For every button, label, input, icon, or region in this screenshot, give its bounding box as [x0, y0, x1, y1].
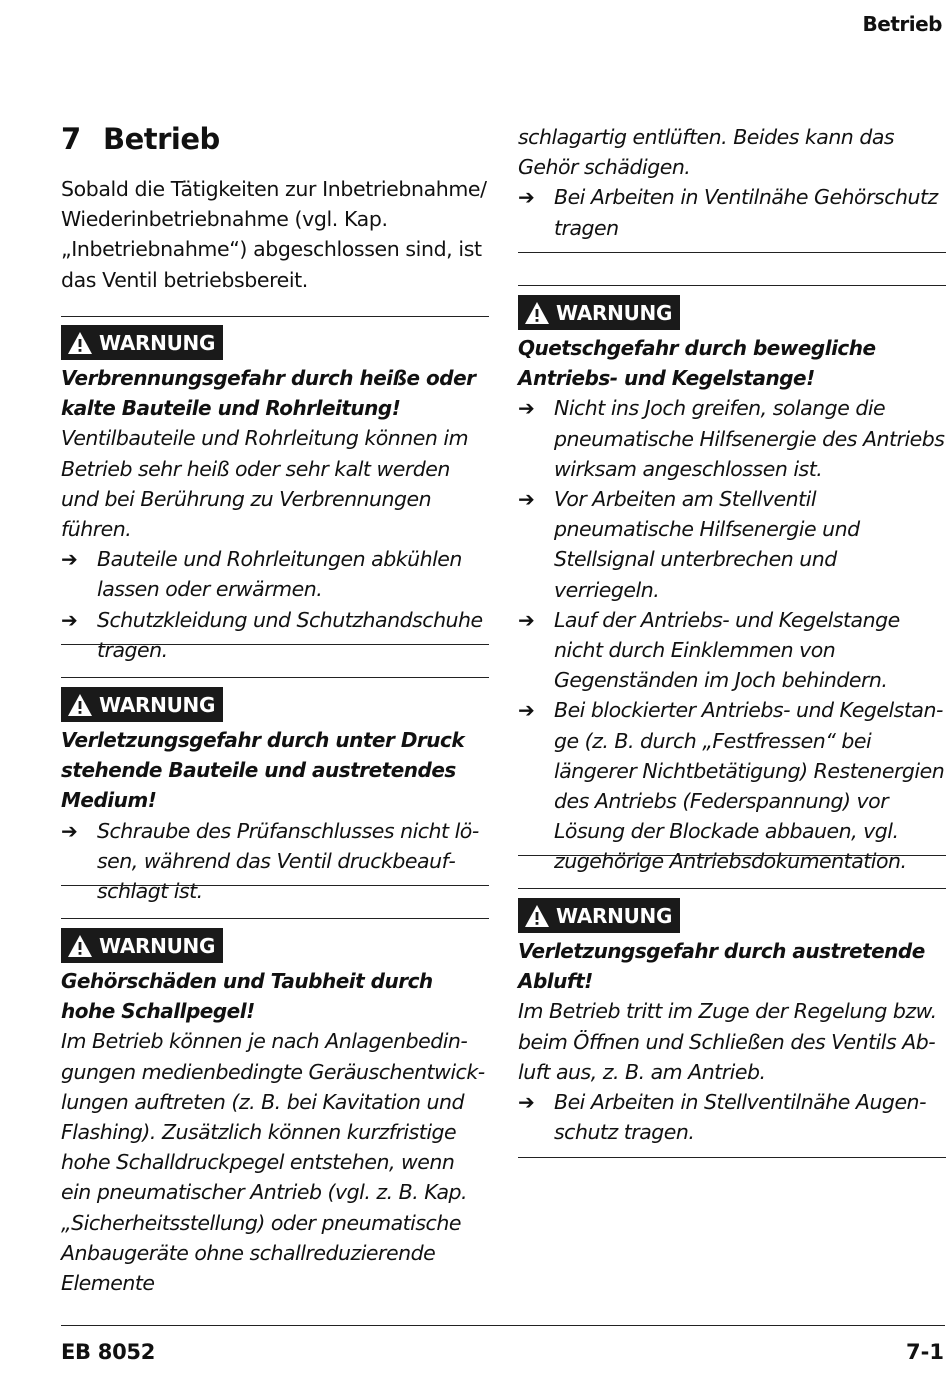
footer-page-number: 7-1 [906, 1340, 944, 1364]
warning-rule-bottom [61, 644, 489, 645]
footer-document-id: EB 8052 [61, 1340, 156, 1364]
warning-actions [518, 393, 946, 876]
arrow-right-icon: ➔ [61, 818, 78, 843]
warning-box-noise-continued [518, 122, 946, 243]
warning-triangle-icon [524, 301, 550, 325]
warning-badge [61, 325, 223, 360]
warning-box-exhaust [518, 898, 946, 1147]
warning-label: WARNUNG [99, 692, 216, 717]
warning-box-burn [61, 325, 489, 665]
warning-triangle-icon [67, 331, 93, 355]
warning-rule-top [61, 316, 489, 317]
warning-rule-top [518, 285, 946, 286]
warning-actions [61, 544, 489, 665]
list-item: ➔ Bei blockierter Antriebs- und Kegelstange (z. B. durch „Festfressen“ bei längerer Nichtbetätigung) Restenergien des Antriebs (Federspannung) vor Lösung der Blockade abbauen, vgl. zugehörige Antriebsdokumentation. [518, 695, 946, 876]
footer-rule [61, 1325, 945, 1326]
warning-triangle-icon [524, 904, 550, 928]
chapter-number: 7 [61, 122, 81, 156]
warning-triangle-icon [67, 934, 93, 958]
warning-triangle-icon [67, 693, 93, 717]
arrow-right-icon: ➔ [518, 698, 535, 723]
list-item: ➔ Bei Arbeiten in Ventilnähe Gehörschutz tragen [518, 182, 946, 242]
warning-heading: Gehörschäden und Taubheit durch hohe Schallpegel! [61, 969, 433, 1024]
list-item: ➔ Schraube des Prüfanschlusses nicht lösen, während das Ventil druckbeaufschlagt ist. [61, 816, 489, 907]
arrow-right-icon: ➔ [518, 607, 535, 632]
warning-heading: Verletzungsgefahr durch unter Druck stehende Bauteile und austretendes Medium! [61, 728, 465, 813]
arrow-right-icon: ➔ [518, 396, 535, 421]
arrow-right-icon: ➔ [61, 547, 78, 572]
list-item: ➔ Bei Arbeiten in Stellventilnähe Augenschutz tragen. [518, 1087, 946, 1147]
warning-heading: Verletzungsgefahr durch austretende Abluft! [518, 939, 925, 994]
list-item: ➔ Schutzkleidung und Schutzhandschuhe tragen. [61, 605, 489, 665]
warning-badge [61, 928, 223, 963]
arrow-right-icon: ➔ [518, 1090, 535, 1115]
warning-rule-bottom [61, 885, 489, 886]
warning-rule-bottom [518, 1157, 946, 1158]
warning-label: WARNUNG [556, 903, 673, 928]
warning-rule-bottom [518, 252, 946, 253]
warning-label: WARNUNG [99, 933, 216, 958]
warning-rule-top [61, 918, 489, 919]
warning-text: Im Betrieb können je nach Anlagenbedingungen medienbedingte Geräuschentwicklungen auftreten (z. B. bei Kavitation und Flashing). Zusätzlich können kurzfristige hohe Schalldruckpegel entstehen, wenn ein pneumatischer Antrieb (vgl. z. B. Kap. „Sicherheitsstellung) oder pneumatische Anbaugeräte ohne schallreduzierende Elemente [61, 1029, 486, 1296]
warning-rule-top [518, 888, 946, 889]
warning-heading: Quetschgefahr durch bewegliche Antriebs- und Kegelstange! [518, 336, 876, 391]
warning-box-noise [61, 928, 489, 1298]
warning-text: Im Betrieb tritt im Zuge der Regelung bzw. beim Öffnen und Schließen des Ventils Abluft aus, z. B. am Antrieb. [518, 999, 937, 1084]
warning-box-crush [518, 295, 946, 877]
intro-paragraph: Sobald die Tätigkeiten zur Inbetriebnahme/ Wiederinbetriebnahme (vgl. Kap. „Inbetriebnahme“) abgeschlossen sind, ist das Ventil betriebsbereit. [61, 177, 487, 292]
warning-box-pressure [61, 687, 489, 906]
warning-actions [61, 816, 489, 907]
arrow-right-icon: ➔ [61, 607, 78, 632]
warning-text-continued: schlagartig entlüften. Beides kann das Gehör schädigen. [518, 125, 895, 180]
warning-rule-top [61, 677, 489, 678]
warning-text: Ventilbauteile und Rohrleitung können im Betrieb sehr heiß oder sehr kalt werden und bei Berührung zu Verbrennungen führen. [61, 426, 469, 542]
warning-actions [518, 1087, 946, 1147]
warning-badge [518, 898, 680, 933]
arrow-right-icon: ➔ [518, 185, 535, 210]
warning-badge [61, 687, 223, 722]
list-item: ➔ Vor Arbeiten am Stellventil pneumatische Hilfsenergie und Stellsignal unterbrechen und verriegeln. [518, 484, 946, 605]
chapter-title-text: Betrieb [103, 122, 220, 156]
warning-label: WARNUNG [556, 300, 673, 325]
list-item: ➔ Lauf der Antriebs- und Kegelstange nicht durch Einklemmen von Gegenständen im Joch behindern. [518, 605, 946, 696]
arrow-right-icon: ➔ [518, 487, 535, 512]
warning-label: WARNUNG [99, 330, 216, 355]
warning-rule-bottom [518, 855, 946, 856]
list-item: ➔ Bauteile und Rohrleitungen abkühlen lassen oder erwärmen. [61, 544, 489, 604]
list-item: ➔ Nicht ins Joch greifen, solange die pneumatische Hilfsenergie des Antriebs wirksam angeschlossen ist. [518, 393, 946, 484]
chapter-title [61, 122, 220, 156]
warning-heading: Verbrennungsgefahr durch heiße oder kalte Bauteile und Rohrleitung! [61, 366, 476, 421]
running-header: Betrieb [862, 12, 942, 36]
warning-actions [518, 182, 946, 242]
warning-badge [518, 295, 680, 330]
